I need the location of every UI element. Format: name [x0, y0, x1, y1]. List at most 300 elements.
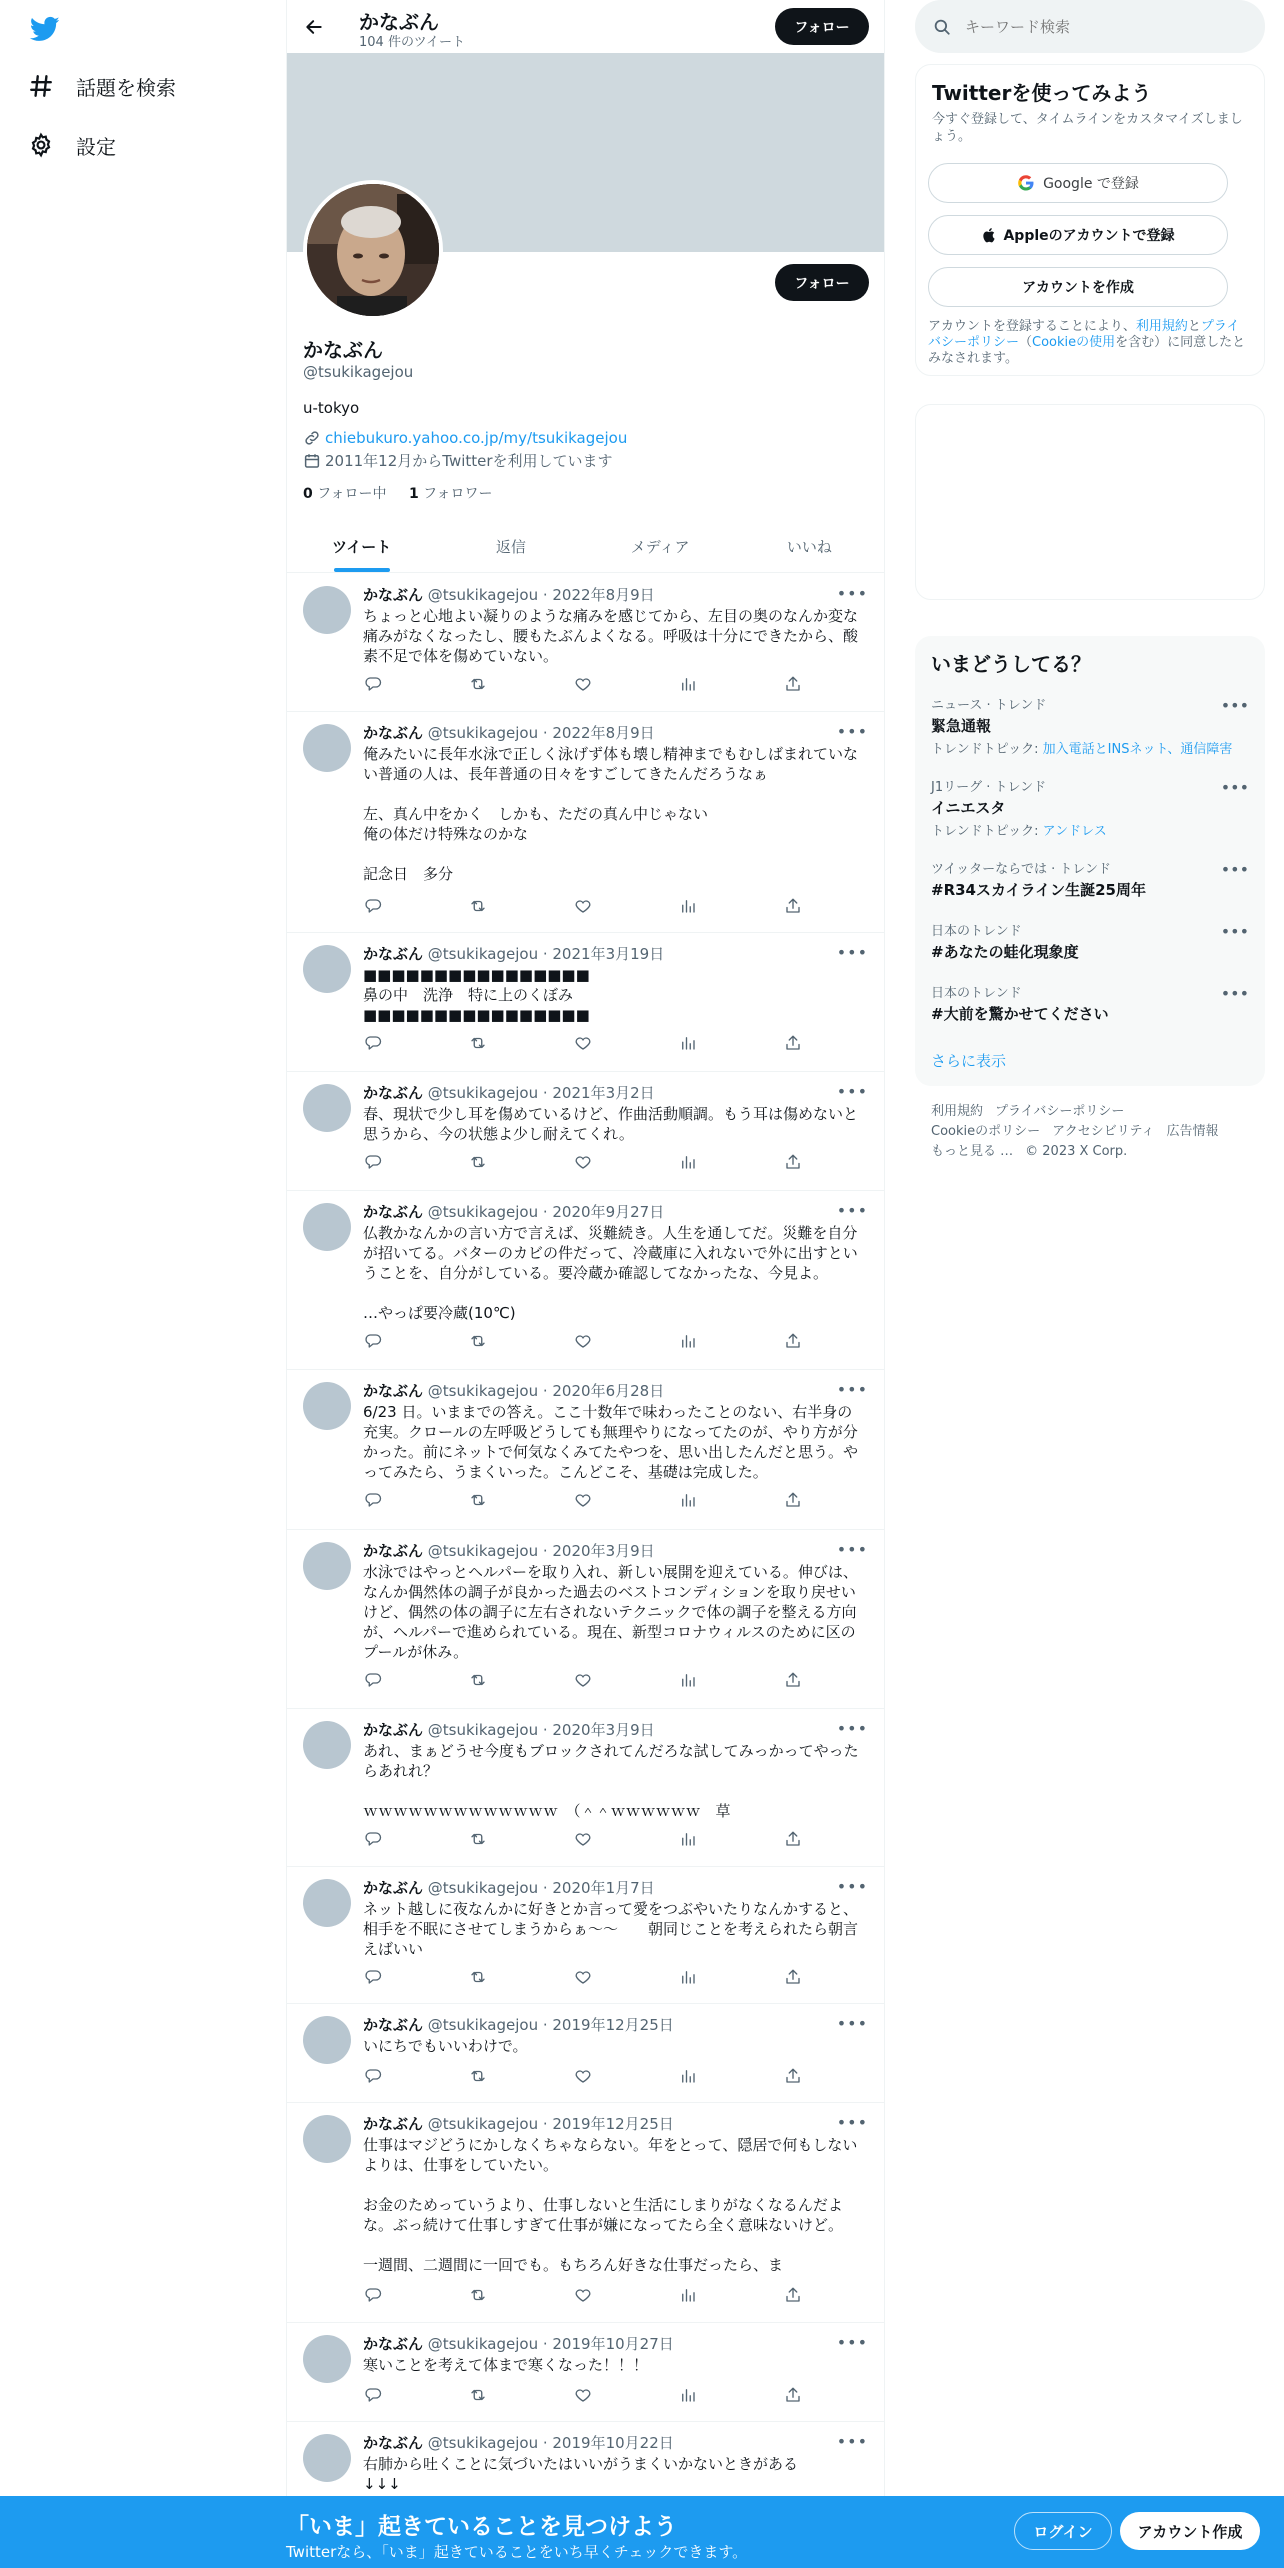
- tweet-author-handle[interactable]: @tsukikagejou: [427, 724, 539, 742]
- trend-name: 緊急通報: [931, 717, 992, 735]
- tweet-author-name[interactable]: かなぶん: [363, 2335, 424, 2353]
- tweet-text: ちょっと心地よい凝りのような痛みを感じてから、左目の奥のなんか変な痛みがなくなったし、腰もたぶんよくなる。呼吸は十分にできたから、酸素不足で体を傷めていない。: [363, 607, 859, 665]
- retweet-icon: [469, 1671, 487, 1689]
- prompt-title: 「いま」起きていることを見つけよう: [286, 2514, 677, 2540]
- profile-header-bar: [287, 0, 884, 53]
- like-icon: [574, 1671, 592, 1689]
- reply-icon: [364, 1332, 382, 1350]
- footer-ads-link[interactable]: 広告情報: [1166, 1124, 1219, 1139]
- share-icon: [784, 2386, 802, 2404]
- tweet-header: [363, 1082, 655, 1103]
- tweet-header: [363, 2113, 674, 2134]
- tweet-date[interactable]: 2020年9月27日: [552, 1203, 665, 1221]
- prompt-subtitle: Twitterなら、「いま」起きていることをいち早くチェックできます。: [286, 2543, 748, 2561]
- reply-icon: [364, 2067, 382, 2085]
- tweet-like-button[interactable]: [573, 896, 593, 916]
- views-icon: [679, 2386, 697, 2404]
- views-icon: [679, 1034, 697, 1052]
- tweet-more-icon[interactable]: •••: [836, 2113, 868, 2132]
- tweet-share-button[interactable]: [783, 1490, 803, 1510]
- tweet-author-name[interactable]: かなぶん: [363, 1203, 424, 1221]
- tab-media[interactable]: メディア: [630, 537, 690, 556]
- profile-bio: u-tokyo: [303, 399, 360, 417]
- tweet-avatar[interactable]: [303, 2335, 351, 2383]
- trend-more-icon[interactable]: •••: [1220, 778, 1249, 797]
- profile-avatar[interactable]: [303, 180, 443, 320]
- tweet-date[interactable]: 2019年12月25日: [552, 2016, 674, 2034]
- tweet[interactable]: [287, 933, 884, 1072]
- tweet-reply-button[interactable]: [363, 2385, 383, 2405]
- tweet-views-button[interactable]: [678, 2066, 698, 2086]
- tweet-date[interactable]: 2020年3月9日: [552, 1542, 655, 1560]
- tweet-actions: [363, 896, 803, 916]
- tweet-more-icon[interactable]: •••: [836, 1877, 868, 1896]
- tweet-actions: [363, 1152, 803, 1172]
- reply-icon: [364, 1968, 382, 1986]
- tweet-author-name[interactable]: かなぶん: [363, 2016, 424, 2034]
- tab-likes[interactable]: いいね: [786, 537, 832, 556]
- retweet-icon: [469, 1332, 487, 1350]
- tweet-header: [363, 1201, 664, 1222]
- like-icon: [574, 2286, 592, 2304]
- tweet-author-handle[interactable]: @tsukikagejou: [427, 2335, 539, 2353]
- avatar-photo: [307, 184, 439, 316]
- tweet-author-handle[interactable]: @tsukikagejou: [427, 1382, 539, 1400]
- signup-button[interactable]: アカウント作成: [1120, 2512, 1260, 2550]
- trend-item[interactable]: [931, 920, 1249, 962]
- tweet-views-button[interactable]: [678, 1967, 698, 1987]
- create-account-button[interactable]: アカウントを作成: [928, 267, 1228, 307]
- tweet-like-button[interactable]: [573, 2066, 593, 2086]
- profile-website-url[interactable]: chiebukuro.yahoo.co.jp/my/tsukikagejou: [325, 429, 628, 447]
- tweet[interactable]: [287, 712, 884, 933]
- views-icon: [679, 1491, 697, 1509]
- tweet-like-button[interactable]: [573, 1967, 593, 1987]
- views-icon: [679, 1671, 697, 1689]
- tweet-text: 6/23 日。いままでの答え。ここ十数年で味わったことのない、右半身の充実。クロールの左呼吸どうしても無理やりになってたのが、やり方が分かった。前にネットで何気なくみてたやつを、思い出したんだと思う。やってみたら、うまくいった。こんどこそ、基礎は完成した。: [363, 1403, 859, 1481]
- tweet-retweet-button[interactable]: [468, 1829, 488, 1849]
- tweet-date[interactable]: 2020年3月9日: [552, 1721, 655, 1739]
- retweet-icon: [469, 897, 487, 915]
- tweet-separator: ·: [538, 945, 553, 963]
- trend-item[interactable]: [931, 776, 1249, 839]
- tweet-text: 仕事はマジどうにかしなくちゃならない。年をとって、隠居で何もしないよりは、仕事をしていたい。 お金のためっていうより、仕事しないと生活にしまりがなくなるんだよな。ぶっ続けて仕事しすぎて仕事が嫌になってたら全く意味ないけど。 一週間、二週間に一回でも。もちろん好きな仕事だったら、ま: [363, 2136, 858, 2274]
- trend-item[interactable]: [931, 982, 1249, 1024]
- tweet-author-handle[interactable]: @tsukikagejou: [427, 945, 539, 963]
- header-title: かなぶん: [359, 10, 439, 34]
- nav-settings[interactable]: [28, 121, 116, 169]
- tweet-author-name[interactable]: かなぶん: [363, 1084, 424, 1102]
- footer-terms-link[interactable]: 利用規約: [931, 1104, 984, 1119]
- tweet[interactable]: [287, 1867, 884, 2004]
- apple-logo-icon: [981, 226, 997, 244]
- tweet-more-icon[interactable]: •••: [836, 1719, 868, 1738]
- reply-icon: [364, 675, 382, 693]
- tweet-like-button[interactable]: [573, 2285, 593, 2305]
- retweet-icon: [469, 1968, 487, 1986]
- tweet-separator: ·: [538, 586, 553, 604]
- like-icon: [574, 1153, 592, 1171]
- google-signup-button[interactable]: [928, 163, 1228, 203]
- tab-replies[interactable]: 返信: [495, 537, 526, 556]
- footer-more-link[interactable]: もっと見る …: [931, 1144, 1014, 1159]
- trend-item[interactable]: [931, 858, 1249, 900]
- tweet-share-button[interactable]: [783, 1331, 803, 1351]
- tweet-avatar[interactable]: [303, 2434, 351, 2482]
- tweet-text: いにちでもいいわけで。: [363, 2037, 528, 2055]
- tweet-retweet-button[interactable]: [468, 1670, 488, 1690]
- tweet[interactable]: [287, 2422, 884, 2502]
- tweet-actions: [363, 2285, 803, 2305]
- tweet-text: ■■■■■■■■■■■■■■■■ 鼻の中 洗浄 特に上のくぼみ ■■■■■■■■■■■■■■■■: [363, 966, 590, 1024]
- tweet-reply-button[interactable]: [363, 1670, 383, 1690]
- header-follow-button[interactable]: フォロー: [775, 8, 869, 45]
- tweet-avatar[interactable]: [303, 1203, 351, 1251]
- tweet-reply-button[interactable]: [363, 896, 383, 916]
- tweet-author-handle[interactable]: @tsukikagejou: [427, 1203, 539, 1221]
- tweet-author-handle[interactable]: @tsukikagejou: [427, 1879, 539, 1897]
- tweet-author-handle[interactable]: @tsukikagejou: [427, 586, 539, 604]
- profile-follow-button[interactable]: フォロー: [775, 264, 869, 301]
- tweet-avatar[interactable]: [303, 1879, 351, 1927]
- back-button[interactable]: [299, 12, 329, 42]
- tweet-more-icon[interactable]: •••: [836, 1380, 868, 1399]
- like-icon: [574, 2386, 592, 2404]
- terms-link[interactable]: 利用規約: [1135, 319, 1188, 334]
- calendar-icon: [303, 452, 321, 470]
- cookie-link[interactable]: Cookieの使用: [1032, 335, 1116, 350]
- tweet-views-button[interactable]: [678, 2385, 698, 2405]
- tweet[interactable]: [287, 2103, 884, 2323]
- tweet-like-button[interactable]: [573, 1490, 593, 1510]
- share-icon: [784, 897, 802, 915]
- like-icon: [574, 2067, 592, 2085]
- tweet-reply-button[interactable]: [363, 1033, 383, 1053]
- tweet-avatar[interactable]: [303, 1721, 351, 1769]
- tweet-retweet-button[interactable]: [468, 2285, 488, 2305]
- trend-topic: [931, 820, 1249, 839]
- tweet-share-button[interactable]: [783, 2066, 803, 2086]
- twitter-bird-logo-icon[interactable]: [28, 14, 62, 44]
- apple-signup-button[interactable]: [928, 215, 1228, 255]
- views-icon: [679, 1153, 697, 1171]
- tweet-avatar[interactable]: [303, 1382, 351, 1430]
- left-nav: [0, 0, 286, 2568]
- tweet-more-icon[interactable]: •••: [836, 722, 868, 741]
- tweet-retweet-button[interactable]: [468, 1331, 488, 1351]
- tweet-avatar[interactable]: [303, 945, 351, 993]
- tweet-views-button[interactable]: [678, 1490, 698, 1510]
- share-icon: [784, 1034, 802, 1052]
- tweet-author-name[interactable]: かなぶん: [363, 2434, 424, 2452]
- tweet-more-icon[interactable]: •••: [836, 1201, 868, 1220]
- tweet-author-handle[interactable]: @tsukikagejou: [427, 2115, 539, 2133]
- footer-accessibility-link[interactable]: アクセシビリティ: [1052, 1124, 1155, 1139]
- share-icon: [784, 2286, 802, 2304]
- tweet-reply-button[interactable]: [363, 1331, 383, 1351]
- profile-joined: [303, 450, 613, 471]
- tweet-more-icon[interactable]: •••: [836, 2333, 868, 2352]
- tweet-like-button[interactable]: [573, 1331, 593, 1351]
- tweet-text: 仏教かなんかの言い方で言えば、災難続き。人生を通してだ。災難を自分が招いてる。バターのカビの件だって、冷蔵庫に入れないで外に出すということを、自分がしている。要冷蔵か確認してなかったな、今見よ。 …やっぱ要冷蔵(10℃): [363, 1224, 858, 1322]
- tweet-separator: ·: [538, 1879, 553, 1897]
- tweet-like-button[interactable]: [573, 1152, 593, 1172]
- tweet-author-handle[interactable]: @tsukikagejou: [427, 1721, 539, 1739]
- retweet-icon: [469, 1034, 487, 1052]
- trend-item[interactable]: [931, 694, 1249, 757]
- views-icon: [679, 1968, 697, 1986]
- tweet-author-handle[interactable]: @tsukikagejou: [427, 1542, 539, 1560]
- nav-explore-label: 話題を検索: [76, 75, 176, 100]
- profile-handle: @tsukikagejou: [303, 363, 414, 381]
- following-link[interactable]: [303, 486, 387, 502]
- nav-settings-label: 設定: [76, 134, 116, 159]
- signup-card: [915, 64, 1265, 376]
- tweet-avatar[interactable]: [303, 2016, 351, 2064]
- trend-topic-link[interactable]: 加入電話とINSネット、通信障害: [1042, 742, 1233, 757]
- tweet-retweet-button[interactable]: [468, 896, 488, 916]
- tweet-views-button[interactable]: [678, 1331, 698, 1351]
- tweet-text: 水泳ではやっとヘルパーを取り入れ、新しい展開を迎えている。伸びは、なんか偶然体の調子が良かった過去のベストコンディションを取り戻せいけど、偶然の体の調子に左右されないテクニックで体の調子を整える方向が、ヘルパーで進められている。現在、新型コロナウィルスのために区のプールが休み。: [363, 1563, 858, 1661]
- tweet-more-icon[interactable]: •••: [836, 2014, 868, 2033]
- tweet-date[interactable]: 2019年12月25日: [552, 2115, 674, 2133]
- tweet-more-icon[interactable]: •••: [836, 1082, 868, 1101]
- like-icon: [574, 1968, 592, 1986]
- tweet-reply-button[interactable]: [363, 1967, 383, 1987]
- like-icon: [574, 675, 592, 693]
- tweet-share-button[interactable]: [783, 1829, 803, 1849]
- tweet-share-button[interactable]: [783, 1967, 803, 1987]
- tweet-date[interactable]: 2020年1月7日: [552, 1879, 655, 1897]
- views-icon: [679, 675, 697, 693]
- tweet-header: [363, 2014, 674, 2035]
- tweet-author-handle[interactable]: @tsukikagejou: [427, 1084, 539, 1102]
- tweet[interactable]: [287, 574, 884, 712]
- tweet-actions: [363, 1033, 803, 1053]
- tweet-header: [363, 1719, 655, 1740]
- tweet-share-button[interactable]: [783, 1033, 803, 1053]
- signup-subtitle: 今すぐ登録して、タイムラインをカスタマイズしましょう。: [932, 112, 1243, 144]
- profile-joined-text: 2011年12月からTwitterを利用しています: [325, 452, 613, 470]
- trend-topic-label: トレンドトピック:: [931, 824, 1043, 839]
- tweet-author-name[interactable]: かなぶん: [363, 2115, 424, 2133]
- tweet-like-button[interactable]: [573, 2385, 593, 2405]
- tweet-author-name[interactable]: かなぶん: [363, 1382, 424, 1400]
- reply-icon: [364, 1034, 382, 1052]
- tweet-views-button[interactable]: [678, 1033, 698, 1053]
- tweet-retweet-button[interactable]: [468, 1152, 488, 1172]
- tweet-like-button[interactable]: [573, 674, 593, 694]
- trend-more-icon[interactable]: •••: [1220, 696, 1249, 715]
- terms-text-1: アカウントを登録することにより、: [928, 319, 1136, 334]
- views-icon: [679, 1830, 697, 1848]
- tweet-reply-button[interactable]: [363, 1152, 383, 1172]
- tweet-share-button[interactable]: [783, 2285, 803, 2305]
- reply-icon: [364, 1153, 382, 1171]
- header-tweet-count: 104 件のツイート: [359, 35, 466, 50]
- search-input[interactable]: [965, 18, 1245, 36]
- tweet-header: [363, 722, 655, 743]
- google-g-icon: [1017, 174, 1035, 192]
- tweet-like-button[interactable]: [573, 1033, 593, 1053]
- tab-tweets[interactable]: ツイート: [287, 520, 436, 572]
- trend-topic-link[interactable]: アンドレス: [1042, 824, 1107, 839]
- reply-icon: [364, 2386, 382, 2404]
- tweet-more-icon[interactable]: •••: [836, 2432, 868, 2451]
- trend-more-icon[interactable]: •••: [1220, 922, 1249, 941]
- views-icon: [679, 897, 697, 915]
- reply-icon: [364, 1491, 382, 1509]
- retweet-icon: [469, 1491, 487, 1509]
- tweet-date[interactable]: 2020年6月28日: [552, 1382, 665, 1400]
- tweet-actions: [363, 2385, 803, 2405]
- tweet-retweet-button[interactable]: [468, 674, 488, 694]
- follow-stats: [303, 483, 492, 503]
- tweet-header: [363, 943, 664, 964]
- hashtag-icon: [28, 73, 54, 99]
- tweet-reply-button[interactable]: [363, 2066, 383, 2086]
- trend-category: J1リーグ · トレンド: [931, 780, 1047, 795]
- privacy-link[interactable]: プライバシーポリシー: [928, 319, 1240, 350]
- tweet-header: [363, 2333, 674, 2354]
- followers-label: フォロワー: [423, 486, 493, 502]
- trend-more-icon[interactable]: •••: [1220, 984, 1249, 1003]
- tweet-avatar[interactable]: [303, 724, 351, 772]
- tweet-avatar[interactable]: [303, 1084, 351, 1132]
- trends-show-more[interactable]: さらに表示: [931, 1052, 1007, 1070]
- trend-category: 日本のトレンド: [931, 924, 1022, 939]
- tweet-views-button[interactable]: [678, 2285, 698, 2305]
- tweet-retweet-button[interactable]: [468, 1967, 488, 1987]
- tweet-author-name[interactable]: かなぶん: [363, 1721, 424, 1739]
- trend-more-icon[interactable]: •••: [1220, 860, 1249, 879]
- tweet-views-button[interactable]: [678, 1152, 698, 1172]
- tweet-text: 春、現状で少し耳を傷めているけど、作曲活動順調。もう耳は傷めないと思うから、今の状態よ少し耐えてくれ。: [363, 1105, 859, 1143]
- share-icon: [784, 675, 802, 693]
- footer-links: [931, 1102, 1261, 1162]
- tweet-avatar[interactable]: [303, 586, 351, 634]
- tweet-share-button[interactable]: [783, 1670, 803, 1690]
- tweet-share-button[interactable]: [783, 1152, 803, 1172]
- tweet-share-button[interactable]: [783, 896, 803, 916]
- search-icon: [933, 18, 951, 36]
- tweet-date[interactable]: 2021年3月19日: [552, 945, 665, 963]
- share-icon: [784, 1153, 802, 1171]
- terms-text-2: と: [1187, 319, 1201, 334]
- tweet[interactable]: [287, 1709, 884, 1867]
- tweet-retweet-button[interactable]: [468, 1490, 488, 1510]
- tweet-date[interactable]: 2022年8月9日: [552, 586, 655, 604]
- trend-category: ニュース · トレンド: [931, 698, 1047, 713]
- tweet-retweet-button[interactable]: [468, 1033, 488, 1053]
- back-arrow-icon: [304, 17, 324, 37]
- tweet-author-name[interactable]: かなぶん: [363, 586, 424, 604]
- tweet-views-button[interactable]: [678, 896, 698, 916]
- tweet-reply-button[interactable]: [363, 674, 383, 694]
- tweet-reply-button[interactable]: [363, 2285, 383, 2305]
- tweet-separator: ·: [538, 1203, 553, 1221]
- tweet[interactable]: [287, 2004, 884, 2103]
- tweet-retweet-button[interactable]: [468, 2385, 488, 2405]
- views-icon: [679, 2067, 697, 2085]
- search-box[interactable]: [915, 0, 1265, 53]
- nav-explore[interactable]: [28, 62, 176, 110]
- tweet[interactable]: [287, 1530, 884, 1709]
- trend-name: #あなたの蛙化現象度: [931, 943, 1079, 961]
- tweet-separator: ·: [538, 1542, 553, 1560]
- footer-cookies-link[interactable]: Cookieのポリシー: [931, 1124, 1041, 1139]
- tweet-date[interactable]: 2022年8月9日: [552, 724, 655, 742]
- tweet-more-icon[interactable]: •••: [836, 943, 868, 962]
- tweet[interactable]: [287, 1370, 884, 1530]
- tweet-actions: [363, 1331, 803, 1351]
- followers-link[interactable]: [409, 486, 493, 502]
- main-column: [286, 0, 885, 2568]
- tweet-reply-button[interactable]: [363, 1490, 383, 1510]
- tweet-more-icon[interactable]: •••: [836, 584, 868, 603]
- trend-name: #大前を驚かせてください: [931, 1005, 1109, 1023]
- share-icon: [784, 1830, 802, 1848]
- tweet-like-button[interactable]: [573, 1670, 593, 1690]
- signup-prompt-bar: [0, 2496, 1284, 2568]
- tweet-avatar[interactable]: [303, 2115, 351, 2163]
- tweet-views-button[interactable]: [678, 1670, 698, 1690]
- tweet-author-name[interactable]: かなぶん: [363, 945, 424, 963]
- following-label: フォロー中: [317, 486, 387, 502]
- tweet-share-button[interactable]: [783, 2385, 803, 2405]
- link-icon: [303, 429, 321, 447]
- tweet-avatar[interactable]: [303, 1542, 351, 1590]
- tweet-author-name[interactable]: かなぶん: [363, 1879, 424, 1897]
- like-icon: [574, 1332, 592, 1350]
- tweet-date[interactable]: 2019年10月22日: [552, 2434, 674, 2452]
- tweet-separator: ·: [538, 2115, 553, 2133]
- reply-icon: [364, 1830, 382, 1848]
- apple-signup-label: Appleのアカウントで登録: [1003, 228, 1175, 244]
- tweet-retweet-button[interactable]: [468, 2066, 488, 2086]
- footer-privacy-link[interactable]: プライバシーポリシー: [995, 1104, 1125, 1119]
- tweet-reply-button[interactable]: [363, 1829, 383, 1849]
- tweet-header: [363, 1877, 655, 1898]
- trend-category: 日本のトレンド: [931, 986, 1022, 1001]
- tweet-views-button[interactable]: [678, 1829, 698, 1849]
- tweet-author-handle[interactable]: @tsukikagejou: [427, 2016, 539, 2034]
- google-signup-label: Google で登録: [1043, 176, 1139, 192]
- tweet-more-icon[interactable]: •••: [836, 1540, 868, 1559]
- share-icon: [784, 2067, 802, 2085]
- tweet-share-button[interactable]: [783, 674, 803, 694]
- retweet-icon: [469, 1153, 487, 1171]
- tweet-views-button[interactable]: [678, 674, 698, 694]
- tweet[interactable]: [287, 1072, 884, 1191]
- tweet-author-name[interactable]: かなぶん: [363, 724, 424, 742]
- tweet-author-name[interactable]: かなぶん: [363, 1542, 424, 1560]
- tweet-date[interactable]: 2021年3月2日: [552, 1084, 655, 1102]
- tweet-separator: ·: [538, 1084, 553, 1102]
- tweet-text: 右肺から吐くことに気づいたはいいがうまくいかないときがある ↓↓↓: [363, 2455, 799, 2493]
- tweet-actions: [363, 1967, 803, 1987]
- tweet[interactable]: [287, 1191, 884, 1370]
- tweet[interactable]: [287, 2323, 884, 2422]
- tweet-date[interactable]: 2019年10月27日: [552, 2335, 674, 2353]
- tweet-author-handle[interactable]: @tsukikagejou: [427, 2434, 539, 2452]
- tweet-text: 寒いことを考えて体まで寒くなった！！！: [363, 2356, 649, 2374]
- empty-widget-card: [915, 404, 1265, 600]
- tweet-like-button[interactable]: [573, 1829, 593, 1849]
- login-button[interactable]: ログイン: [1014, 2512, 1112, 2550]
- profile-website[interactable]: [303, 429, 627, 447]
- trend-topic-label: トレンドトピック:: [931, 742, 1043, 757]
